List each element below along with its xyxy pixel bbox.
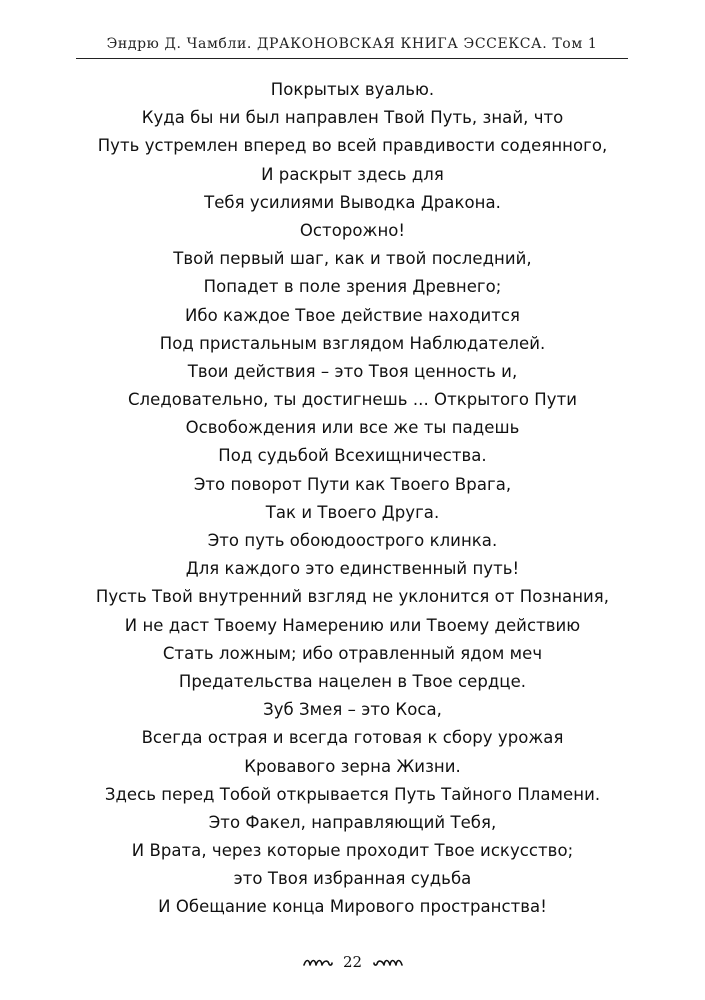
verse-line: Под пристальным взглядом Наблюдателей. [159,333,546,353]
verse-line: Это поворот Пути как Твоего Врага, [193,474,512,494]
verse-line: Покрытых вуалью. [270,80,435,99]
verse-line: Предательства нацелен в Твое сердце. [178,671,527,691]
verse-line: И раскрыт здесь для [261,164,444,184]
verse-line: Всегда острая и всегда готовая к сбору урожая [141,728,564,748]
page-footer [0,953,705,971]
verse-line: это Твоя избранная судьба [233,869,472,889]
verse-line: Твои действия – это Твоя ценность и, [187,361,518,381]
verse-line: Тебя усилиями Выводка Дракона. [204,192,501,212]
header-rule [76,58,628,59]
verse-line: Куда бы ни был направлен Твой Путь, знай, что [141,108,564,128]
running-header: Эндрю Д. Чамбли. ДРАКОНОВСКАЯ КНИГА ЭССЕКСА. Том 1 [106,36,598,52]
verse-line: Это путь обоюдоострого клинка. [207,531,498,550]
verse-line: Кровавого зерна Жизни. [244,756,461,776]
verse-line: Попадет в поле зрения Древнего; [203,277,502,297]
page-number: 22 [342,953,363,971]
ornament-flourish-icon [303,956,333,968]
verse-line: Стать ложным; ибо отравленный ядом меч [162,643,543,663]
verse-line: Следовательно, ты достигнешь ... Открытого Пути [127,390,578,410]
verse-line: Освобождения или все же ты падешь [185,418,520,438]
verse-text [60,76,645,922]
verse-line: Так и Твоего Друга. [265,502,440,522]
verse-line: Пусть Твой внутренний взгляд не уклонится от Познания, [95,587,610,607]
ornament-flourish-icon [373,956,403,968]
verse-line: И Врата, через которые проходит Твое искусство; [131,841,574,861]
verse-line: И не даст Твоему Намерению или Твоему действию [124,615,581,635]
verse-line: Здесь перед Тобой открывается Путь Тайного Пламени. [104,784,601,804]
verse-line: Для каждого это единственный путь! [185,559,520,579]
verse-line: Это Факел, направляющий Тебя, [208,812,497,832]
verse-line: Осторожно! [299,220,406,240]
verse-line: Ибо каждое Твое действие находится [184,305,520,325]
verse-line: Зуб Змея – это Коса, [263,700,442,720]
verse-line: Под судьбой Всехищничества. [218,446,487,466]
verse-line: Путь устремлен вперед во всей правдивости содеянного, [97,136,608,156]
verse-line: И Обещание конца Мирового пространства! [158,897,547,917]
verse-line: Твой первый шаг, как и твой последний, [173,249,532,269]
